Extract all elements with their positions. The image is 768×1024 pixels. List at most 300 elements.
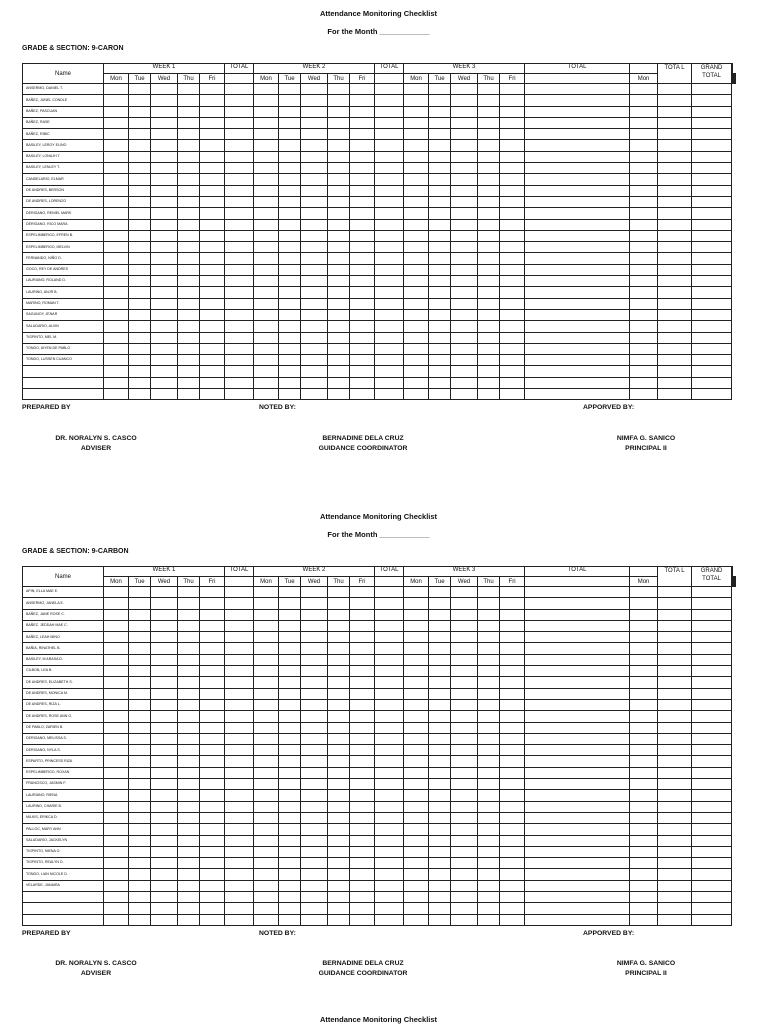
- attendance-cell[interactable]: [404, 733, 429, 744]
- attendance-cell[interactable]: [451, 688, 478, 699]
- attendance-cell[interactable]: [658, 654, 692, 665]
- attendance-cell[interactable]: [178, 643, 200, 654]
- attendance-cell[interactable]: [178, 767, 200, 778]
- attendance-cell[interactable]: [404, 620, 429, 631]
- attendance-cell[interactable]: [301, 756, 328, 767]
- attendance-cell[interactable]: [151, 666, 178, 677]
- attendance-cell[interactable]: [178, 688, 200, 699]
- attendance-cell[interactable]: [225, 812, 254, 823]
- attendance-cell[interactable]: [525, 824, 630, 835]
- attendance-cell[interactable]: [500, 812, 525, 823]
- attendance-cell[interactable]: [451, 699, 478, 710]
- attendance-cell[interactable]: [328, 666, 350, 677]
- attendance-cell[interactable]: [404, 688, 429, 699]
- attendance-cell[interactable]: [178, 835, 200, 846]
- attendance-cell[interactable]: [279, 643, 301, 654]
- attendance-cell[interactable]: [375, 711, 404, 722]
- attendance-cell[interactable]: [451, 779, 478, 790]
- attendance-cell[interactable]: [525, 914, 630, 925]
- attendance-cell[interactable]: [129, 666, 151, 677]
- attendance-cell[interactable]: [254, 756, 279, 767]
- attendance-cell[interactable]: [151, 812, 178, 823]
- attendance-cell[interactable]: [301, 643, 328, 654]
- attendance-cell[interactable]: [525, 699, 630, 710]
- attendance-cell[interactable]: [525, 767, 630, 778]
- attendance-cell[interactable]: [478, 835, 500, 846]
- attendance-cell[interactable]: [525, 756, 630, 767]
- attendance-cell[interactable]: [200, 779, 225, 790]
- attendance-cell[interactable]: [658, 688, 692, 699]
- attendance-cell[interactable]: [200, 880, 225, 891]
- attendance-cell[interactable]: [658, 587, 692, 598]
- attendance-cell[interactable]: [478, 677, 500, 688]
- attendance-cell[interactable]: [658, 733, 692, 744]
- attendance-cell[interactable]: [404, 869, 429, 880]
- attendance-cell[interactable]: [104, 733, 129, 744]
- attendance-cell[interactable]: [350, 812, 375, 823]
- attendance-cell[interactable]: [350, 609, 375, 620]
- attendance-cell[interactable]: [429, 699, 451, 710]
- attendance-cell[interactable]: [225, 858, 254, 869]
- attendance-cell[interactable]: [328, 733, 350, 744]
- attendance-cell[interactable]: [692, 903, 732, 914]
- attendance-cell[interactable]: [254, 654, 279, 665]
- attendance-cell[interactable]: [500, 880, 525, 891]
- attendance-cell[interactable]: [375, 892, 404, 903]
- attendance-cell[interactable]: [151, 643, 178, 654]
- attendance-cell[interactable]: [350, 846, 375, 857]
- attendance-cell[interactable]: [328, 643, 350, 654]
- attendance-cell[interactable]: [254, 858, 279, 869]
- attendance-cell[interactable]: [254, 903, 279, 914]
- attendance-cell[interactable]: [451, 666, 478, 677]
- attendance-cell[interactable]: [630, 880, 658, 891]
- attendance-cell[interactable]: [630, 846, 658, 857]
- attendance-cell[interactable]: [478, 779, 500, 790]
- attendance-cell[interactable]: [151, 654, 178, 665]
- attendance-cell[interactable]: [129, 699, 151, 710]
- attendance-cell[interactable]: [500, 779, 525, 790]
- attendance-cell[interactable]: [104, 756, 129, 767]
- attendance-cell[interactable]: [500, 835, 525, 846]
- attendance-cell[interactable]: [279, 835, 301, 846]
- attendance-cell[interactable]: [630, 892, 658, 903]
- attendance-cell[interactable]: [225, 632, 254, 643]
- attendance-cell[interactable]: [129, 711, 151, 722]
- attendance-cell[interactable]: [328, 824, 350, 835]
- attendance-cell[interactable]: [151, 598, 178, 609]
- attendance-cell[interactable]: [129, 632, 151, 643]
- attendance-cell[interactable]: [104, 869, 129, 880]
- attendance-cell[interactable]: [104, 666, 129, 677]
- attendance-cell[interactable]: [178, 812, 200, 823]
- attendance-cell[interactable]: [301, 892, 328, 903]
- attendance-cell[interactable]: [500, 892, 525, 903]
- attendance-cell[interactable]: [328, 767, 350, 778]
- attendance-cell[interactable]: [451, 643, 478, 654]
- attendance-cell[interactable]: [279, 903, 301, 914]
- attendance-cell[interactable]: [129, 790, 151, 801]
- attendance-cell[interactable]: [129, 643, 151, 654]
- attendance-cell[interactable]: [225, 733, 254, 744]
- attendance-cell[interactable]: [178, 914, 200, 925]
- attendance-cell[interactable]: [500, 632, 525, 643]
- attendance-cell[interactable]: [301, 620, 328, 631]
- attendance-cell[interactable]: [200, 609, 225, 620]
- attendance-cell[interactable]: [429, 846, 451, 857]
- attendance-cell[interactable]: [279, 801, 301, 812]
- attendance-cell[interactable]: [151, 767, 178, 778]
- attendance-cell[interactable]: [630, 632, 658, 643]
- attendance-cell[interactable]: [525, 677, 630, 688]
- attendance-cell[interactable]: [375, 620, 404, 631]
- attendance-cell[interactable]: [630, 609, 658, 620]
- attendance-cell[interactable]: [151, 688, 178, 699]
- attendance-cell[interactable]: [404, 914, 429, 925]
- attendance-cell[interactable]: [200, 620, 225, 631]
- attendance-cell[interactable]: [404, 880, 429, 891]
- attendance-cell[interactable]: [478, 688, 500, 699]
- attendance-cell[interactable]: [630, 779, 658, 790]
- attendance-cell[interactable]: [630, 858, 658, 869]
- attendance-cell[interactable]: [279, 609, 301, 620]
- attendance-cell[interactable]: [692, 767, 732, 778]
- attendance-cell[interactable]: [630, 699, 658, 710]
- attendance-cell[interactable]: [279, 812, 301, 823]
- attendance-cell[interactable]: [451, 711, 478, 722]
- attendance-cell[interactable]: [178, 587, 200, 598]
- attendance-cell[interactable]: [254, 598, 279, 609]
- attendance-cell[interactable]: [630, 643, 658, 654]
- attendance-cell[interactable]: [692, 846, 732, 857]
- attendance-cell[interactable]: [279, 824, 301, 835]
- attendance-cell[interactable]: [254, 790, 279, 801]
- attendance-cell[interactable]: [451, 587, 478, 598]
- attendance-cell[interactable]: [254, 767, 279, 778]
- attendance-cell[interactable]: [692, 587, 732, 598]
- attendance-cell[interactable]: [200, 767, 225, 778]
- attendance-cell[interactable]: [279, 722, 301, 733]
- attendance-cell[interactable]: [254, 699, 279, 710]
- attendance-cell[interactable]: [254, 846, 279, 857]
- attendance-cell[interactable]: [350, 666, 375, 677]
- attendance-cell[interactable]: [429, 632, 451, 643]
- attendance-cell[interactable]: [301, 654, 328, 665]
- attendance-cell[interactable]: [279, 790, 301, 801]
- attendance-cell[interactable]: [500, 711, 525, 722]
- attendance-cell[interactable]: [178, 711, 200, 722]
- attendance-cell[interactable]: [178, 790, 200, 801]
- attendance-cell[interactable]: [375, 643, 404, 654]
- attendance-cell[interactable]: [350, 858, 375, 869]
- attendance-cell[interactable]: [151, 779, 178, 790]
- attendance-cell[interactable]: [478, 711, 500, 722]
- attendance-cell[interactable]: [254, 677, 279, 688]
- attendance-cell[interactable]: [451, 767, 478, 778]
- attendance-cell[interactable]: [375, 688, 404, 699]
- attendance-cell[interactable]: [375, 914, 404, 925]
- attendance-cell[interactable]: [279, 711, 301, 722]
- attendance-cell[interactable]: [404, 699, 429, 710]
- attendance-cell[interactable]: [525, 620, 630, 631]
- attendance-cell[interactable]: [658, 722, 692, 733]
- attendance-cell[interactable]: [104, 846, 129, 857]
- attendance-cell[interactable]: [451, 880, 478, 891]
- attendance-cell[interactable]: [200, 903, 225, 914]
- attendance-cell[interactable]: [200, 756, 225, 767]
- attendance-cell[interactable]: [630, 711, 658, 722]
- attendance-cell[interactable]: [129, 587, 151, 598]
- attendance-cell[interactable]: [350, 598, 375, 609]
- attendance-cell[interactable]: [151, 801, 178, 812]
- attendance-cell[interactable]: [658, 880, 692, 891]
- attendance-cell[interactable]: [350, 914, 375, 925]
- attendance-cell[interactable]: [104, 643, 129, 654]
- attendance-cell[interactable]: [429, 711, 451, 722]
- attendance-cell[interactable]: [525, 779, 630, 790]
- attendance-cell[interactable]: [478, 801, 500, 812]
- attendance-cell[interactable]: [200, 790, 225, 801]
- attendance-cell[interactable]: [350, 733, 375, 744]
- attendance-cell[interactable]: [301, 699, 328, 710]
- attendance-cell[interactable]: [151, 677, 178, 688]
- attendance-cell[interactable]: [279, 632, 301, 643]
- attendance-cell[interactable]: [692, 745, 732, 756]
- attendance-cell[interactable]: [375, 903, 404, 914]
- attendance-cell[interactable]: [500, 666, 525, 677]
- attendance-cell[interactable]: [178, 699, 200, 710]
- attendance-cell[interactable]: [404, 722, 429, 733]
- attendance-cell[interactable]: [658, 598, 692, 609]
- attendance-cell[interactable]: [254, 869, 279, 880]
- attendance-cell[interactable]: [692, 654, 732, 665]
- attendance-cell[interactable]: [200, 846, 225, 857]
- attendance-cell[interactable]: [404, 835, 429, 846]
- attendance-cell[interactable]: [225, 609, 254, 620]
- attendance-cell[interactable]: [478, 914, 500, 925]
- attendance-cell[interactable]: [104, 892, 129, 903]
- attendance-cell[interactable]: [151, 858, 178, 869]
- attendance-cell[interactable]: [328, 858, 350, 869]
- attendance-cell[interactable]: [104, 835, 129, 846]
- attendance-cell[interactable]: [451, 914, 478, 925]
- attendance-cell[interactable]: [301, 745, 328, 756]
- attendance-cell[interactable]: [151, 824, 178, 835]
- attendance-cell[interactable]: [200, 824, 225, 835]
- attendance-cell[interactable]: [404, 858, 429, 869]
- attendance-cell[interactable]: [375, 869, 404, 880]
- attendance-cell[interactable]: [478, 824, 500, 835]
- attendance-cell[interactable]: [279, 598, 301, 609]
- attendance-cell[interactable]: [254, 711, 279, 722]
- attendance-cell[interactable]: [104, 824, 129, 835]
- attendance-cell[interactable]: [328, 620, 350, 631]
- attendance-cell[interactable]: [658, 903, 692, 914]
- attendance-cell[interactable]: [178, 722, 200, 733]
- attendance-cell[interactable]: [254, 632, 279, 643]
- attendance-cell[interactable]: [404, 812, 429, 823]
- attendance-cell[interactable]: [254, 620, 279, 631]
- attendance-cell[interactable]: [692, 869, 732, 880]
- attendance-cell[interactable]: [429, 733, 451, 744]
- attendance-cell[interactable]: [630, 801, 658, 812]
- attendance-cell[interactable]: [500, 869, 525, 880]
- attendance-cell[interactable]: [692, 632, 732, 643]
- attendance-cell[interactable]: [200, 869, 225, 880]
- attendance-cell[interactable]: [692, 699, 732, 710]
- attendance-cell[interactable]: [200, 835, 225, 846]
- attendance-cell[interactable]: [200, 699, 225, 710]
- attendance-cell[interactable]: [350, 688, 375, 699]
- attendance-cell[interactable]: [451, 733, 478, 744]
- attendance-cell[interactable]: [525, 654, 630, 665]
- attendance-cell[interactable]: [301, 824, 328, 835]
- attendance-cell[interactable]: [630, 767, 658, 778]
- attendance-cell[interactable]: [658, 869, 692, 880]
- attendance-cell[interactable]: [200, 643, 225, 654]
- attendance-cell[interactable]: [525, 666, 630, 677]
- attendance-cell[interactable]: [375, 846, 404, 857]
- attendance-cell[interactable]: [429, 835, 451, 846]
- attendance-cell[interactable]: [279, 767, 301, 778]
- attendance-cell[interactable]: [200, 892, 225, 903]
- attendance-cell[interactable]: [225, 677, 254, 688]
- attendance-cell[interactable]: [429, 756, 451, 767]
- attendance-cell[interactable]: [375, 756, 404, 767]
- attendance-cell[interactable]: [151, 846, 178, 857]
- attendance-cell[interactable]: [525, 587, 630, 598]
- attendance-cell[interactable]: [375, 699, 404, 710]
- attendance-cell[interactable]: [451, 903, 478, 914]
- attendance-cell[interactable]: [692, 643, 732, 654]
- attendance-cell[interactable]: [104, 699, 129, 710]
- attendance-cell[interactable]: [630, 824, 658, 835]
- attendance-cell[interactable]: [658, 892, 692, 903]
- attendance-cell[interactable]: [301, 790, 328, 801]
- attendance-cell[interactable]: [279, 587, 301, 598]
- attendance-cell[interactable]: [658, 666, 692, 677]
- attendance-cell[interactable]: [225, 745, 254, 756]
- attendance-cell[interactable]: [478, 654, 500, 665]
- attendance-cell[interactable]: [500, 914, 525, 925]
- attendance-cell[interactable]: [429, 654, 451, 665]
- attendance-cell[interactable]: [429, 677, 451, 688]
- attendance-cell[interactable]: [500, 722, 525, 733]
- attendance-cell[interactable]: [129, 733, 151, 744]
- attendance-cell[interactable]: [692, 858, 732, 869]
- attendance-cell[interactable]: [500, 620, 525, 631]
- attendance-cell[interactable]: [225, 666, 254, 677]
- attendance-cell[interactable]: [500, 767, 525, 778]
- attendance-cell[interactable]: [104, 745, 129, 756]
- attendance-cell[interactable]: [129, 914, 151, 925]
- attendance-cell[interactable]: [328, 711, 350, 722]
- attendance-cell[interactable]: [328, 688, 350, 699]
- attendance-cell[interactable]: [225, 835, 254, 846]
- attendance-cell[interactable]: [478, 790, 500, 801]
- attendance-cell[interactable]: [451, 745, 478, 756]
- attendance-cell[interactable]: [658, 745, 692, 756]
- attendance-cell[interactable]: [225, 767, 254, 778]
- attendance-cell[interactable]: [630, 688, 658, 699]
- attendance-cell[interactable]: [630, 654, 658, 665]
- attendance-cell[interactable]: [301, 880, 328, 891]
- attendance-cell[interactable]: [178, 824, 200, 835]
- attendance-cell[interactable]: [375, 801, 404, 812]
- attendance-cell[interactable]: [404, 767, 429, 778]
- attendance-cell[interactable]: [225, 846, 254, 857]
- attendance-cell[interactable]: [404, 779, 429, 790]
- attendance-cell[interactable]: [500, 824, 525, 835]
- attendance-cell[interactable]: [404, 903, 429, 914]
- attendance-cell[interactable]: [178, 609, 200, 620]
- attendance-cell[interactable]: [301, 858, 328, 869]
- attendance-cell[interactable]: [328, 745, 350, 756]
- attendance-cell[interactable]: [254, 892, 279, 903]
- attendance-cell[interactable]: [404, 846, 429, 857]
- attendance-cell[interactable]: [151, 632, 178, 643]
- attendance-cell[interactable]: [129, 903, 151, 914]
- attendance-cell[interactable]: [692, 722, 732, 733]
- attendance-cell[interactable]: [279, 846, 301, 857]
- attendance-cell[interactable]: [478, 869, 500, 880]
- attendance-cell[interactable]: [225, 711, 254, 722]
- attendance-cell[interactable]: [129, 824, 151, 835]
- attendance-cell[interactable]: [178, 598, 200, 609]
- attendance-cell[interactable]: [104, 903, 129, 914]
- attendance-cell[interactable]: [104, 609, 129, 620]
- attendance-cell[interactable]: [429, 790, 451, 801]
- attendance-cell[interactable]: [225, 643, 254, 654]
- attendance-cell[interactable]: [328, 914, 350, 925]
- attendance-cell[interactable]: [225, 892, 254, 903]
- attendance-cell[interactable]: [104, 914, 129, 925]
- attendance-cell[interactable]: [225, 756, 254, 767]
- attendance-cell[interactable]: [225, 880, 254, 891]
- attendance-cell[interactable]: [129, 620, 151, 631]
- attendance-cell[interactable]: [478, 666, 500, 677]
- attendance-cell[interactable]: [279, 677, 301, 688]
- attendance-cell[interactable]: [328, 779, 350, 790]
- attendance-cell[interactable]: [375, 587, 404, 598]
- attendance-cell[interactable]: [630, 903, 658, 914]
- attendance-cell[interactable]: [350, 745, 375, 756]
- attendance-cell[interactable]: [658, 914, 692, 925]
- attendance-cell[interactable]: [350, 620, 375, 631]
- attendance-cell[interactable]: [630, 620, 658, 631]
- attendance-cell[interactable]: [129, 609, 151, 620]
- attendance-cell[interactable]: [478, 598, 500, 609]
- attendance-cell[interactable]: [478, 903, 500, 914]
- attendance-cell[interactable]: [630, 587, 658, 598]
- attendance-cell[interactable]: [129, 892, 151, 903]
- attendance-cell[interactable]: [658, 711, 692, 722]
- attendance-cell[interactable]: [692, 688, 732, 699]
- attendance-cell[interactable]: [129, 880, 151, 891]
- attendance-cell[interactable]: [151, 711, 178, 722]
- attendance-cell[interactable]: [478, 846, 500, 857]
- attendance-cell[interactable]: [200, 677, 225, 688]
- attendance-cell[interactable]: [151, 880, 178, 891]
- attendance-cell[interactable]: [151, 869, 178, 880]
- attendance-cell[interactable]: [692, 598, 732, 609]
- attendance-cell[interactable]: [301, 587, 328, 598]
- attendance-cell[interactable]: [525, 801, 630, 812]
- attendance-cell[interactable]: [301, 812, 328, 823]
- attendance-cell[interactable]: [429, 666, 451, 677]
- attendance-cell[interactable]: [630, 914, 658, 925]
- attendance-cell[interactable]: [451, 632, 478, 643]
